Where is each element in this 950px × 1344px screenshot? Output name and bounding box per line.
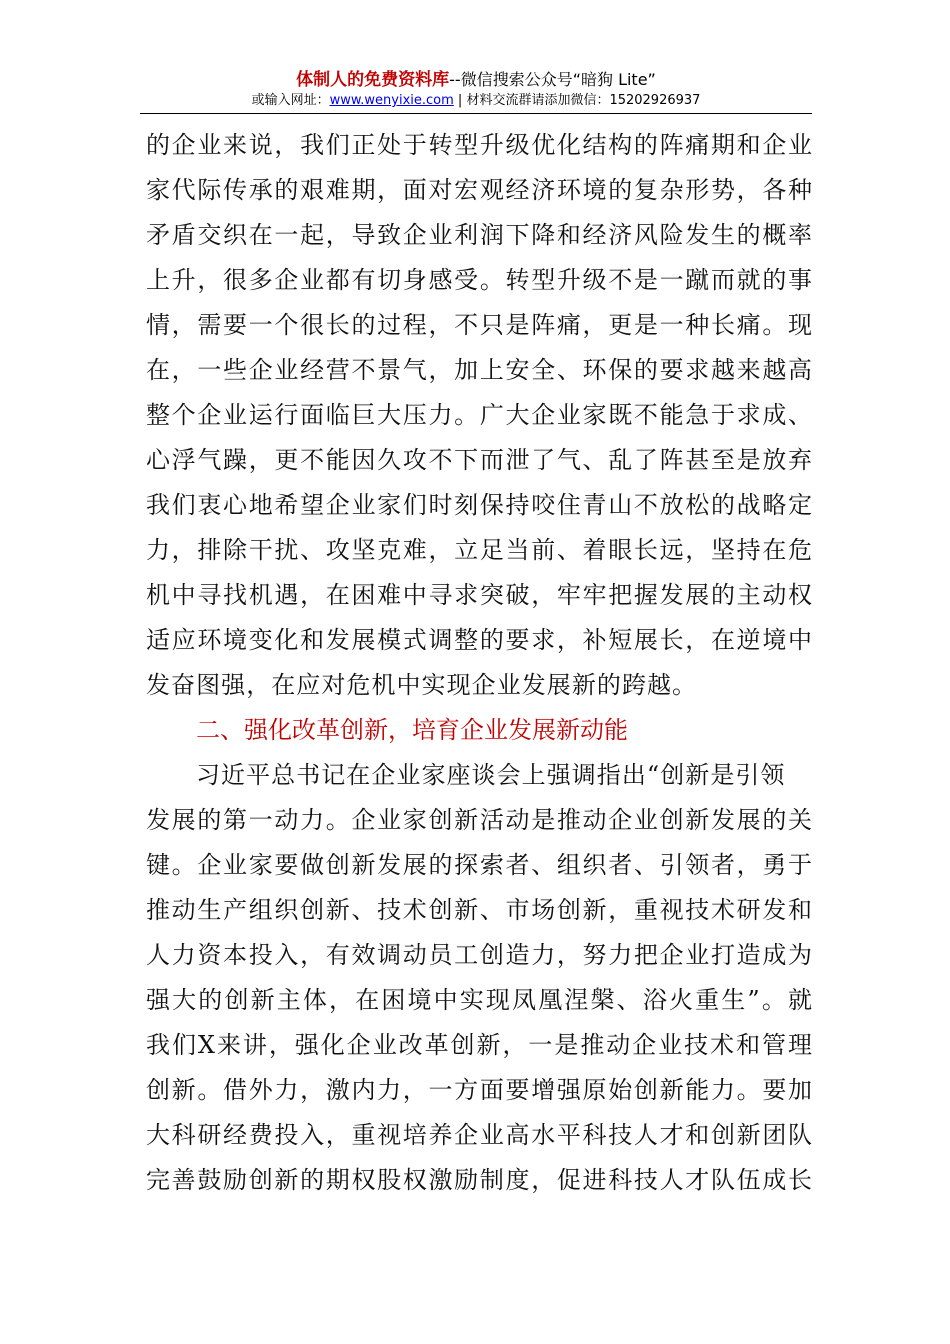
body-line: 发展的第一动力。企业家创新活动是推动企业创新发展的关 xyxy=(146,806,812,834)
body-line: 整个企业运行面临巨大压力。广大企业家既不能急于求成、 xyxy=(146,401,812,429)
body-line: 心浮气躁，更不能因久攻不下而泄了气、乱了阵甚至是放弃 xyxy=(146,446,812,474)
header-url-link[interactable]: www.wenyixie.com xyxy=(329,93,454,108)
body-line: 上升，很多企业都有切身感受。转型升级不是一蹴而就的事 xyxy=(146,266,812,294)
body-line: 情，需要一个很长的过程，不只是阵痛，更是一种长痛。现 xyxy=(146,311,812,339)
body-line: 键。企业家要做创新发展的探索者、组织者、引领者，勇于 xyxy=(146,851,812,879)
body-line: 力，排除干扰、攻坚克难，立足当前、着眼长远，坚持在危 xyxy=(146,536,812,564)
body-line: 人力资本投入，有效调动员工创造力，努力把企业打造成为 xyxy=(146,941,812,969)
body-line: 矛盾交织在一起，导致企业利润下降和经济风险发生的概率 xyxy=(146,221,812,249)
body-line: 习近平总书记在企业家座谈会上强调指出“创新是引领 xyxy=(196,761,786,789)
header-contact: | 材料交流群请添加微信：15202926937 xyxy=(453,93,701,108)
body-line: 发奋图强，在应对危机中实现企业发展新的跨越。 xyxy=(146,671,698,699)
body-line: 的企业来说，我们正处于转型升级优化结构的阵痛期和企业 xyxy=(146,131,812,159)
body-line: 家代际传承的艰难期，面对宏观经济环境的复杂形势，各种 xyxy=(146,176,812,204)
body-line: 推动生产组织创新、技术创新、市场创新，重视技术研发和 xyxy=(146,896,812,924)
header-title-line xyxy=(140,70,812,90)
page-header xyxy=(140,70,812,110)
header-contact-line xyxy=(140,92,812,110)
body-line: 强大的创新主体，在困境中实现凤凰涅槃、浴火重生”。就 xyxy=(146,986,812,1014)
header-tagline: --微信搜索公众号“暗狗 Lite” xyxy=(449,70,656,89)
body-line: 适应环境变化和发展模式调整的要求，补短展长，在逆境中 xyxy=(146,626,812,654)
body-line: 我们X来讲，强化企业改革创新，一是推动企业技术和管理 xyxy=(146,1031,812,1059)
body-line: 大科研经费投入，重视培养企业高水平科技人才和创新团队 xyxy=(146,1121,812,1149)
body-line: 完善鼓励创新的期权股权激励制度，促进科技人才队伍成长 xyxy=(146,1166,812,1194)
body-line: 机中寻找机遇，在困难中寻求突破，牢牢把握发展的主动权 xyxy=(146,581,812,609)
header-divider xyxy=(140,113,812,114)
body-line: 创新。借外力，激内力，一方面要增强原始创新能力。要加 xyxy=(146,1076,812,1104)
body-line: 在，一些企业经营不景气，加上安全、环保的要求越来越高 xyxy=(146,356,812,384)
section-heading: 二、强化改革创新，培育企业发展新动能 xyxy=(196,716,628,744)
header-brand: 体制人的免费资料库 xyxy=(296,70,450,90)
document-body xyxy=(146,123,812,1203)
body-line: 我们衷心地希望企业家们时刻保持咬住青山不放松的战略定 xyxy=(146,491,812,519)
header-url-prefix: 或输入网址： xyxy=(251,93,330,108)
